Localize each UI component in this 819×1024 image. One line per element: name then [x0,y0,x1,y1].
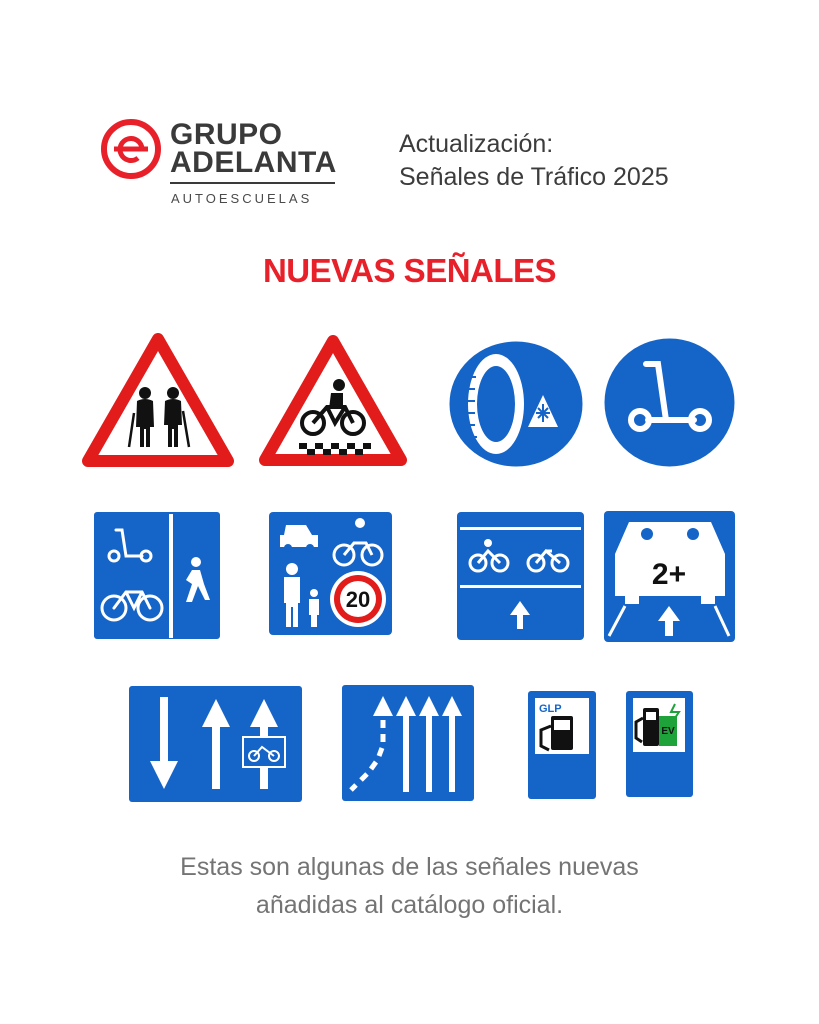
cyclist-crossing-warning-sign [259,335,407,466]
electric-scooter-lane-sign [602,336,737,469]
high-occupancy-vehicle-lane-sign [603,510,736,643]
caption [0,848,819,924]
update-heading [399,128,669,194]
cycle-lane-sign [456,511,585,641]
ev-label: EV [661,726,675,737]
residential-zone-sign [268,511,393,636]
brand-divider [170,182,335,184]
elderly-pedestrians-warning-sign [82,333,234,467]
brand-logo [100,118,340,208]
caption-line1: Estas son algunas de las señales nuevas [180,853,639,881]
lpg-label: GLP [539,703,562,715]
lane-merge-sign [341,684,475,802]
update-line2: Señales de Tráfico 2025 [399,163,669,191]
brand-name-line2: ADELANTA [170,146,337,179]
speed-limit-label: 20 [345,587,371,612]
update-line1: Actualización: [399,130,554,158]
hov-label: 2+ [651,558,687,591]
scooter-bicycle-pedestrian-lane-sign [92,510,222,641]
brand-name-line1: GRUPO [170,118,283,151]
brand-subtitle: AUTOESCUELAS [171,191,313,206]
logo-mark-icon [100,118,162,180]
lpg-station-sign [527,690,597,800]
caption-line2: añadidas al catálogo oficial. [255,891,564,919]
contraflow-bike-lane-sign [128,685,303,803]
snow-tyres-mandatory-sign [444,337,588,471]
page-title: NUEVAS SEÑALES [262,252,557,289]
ev-charging-station-sign [625,690,694,798]
